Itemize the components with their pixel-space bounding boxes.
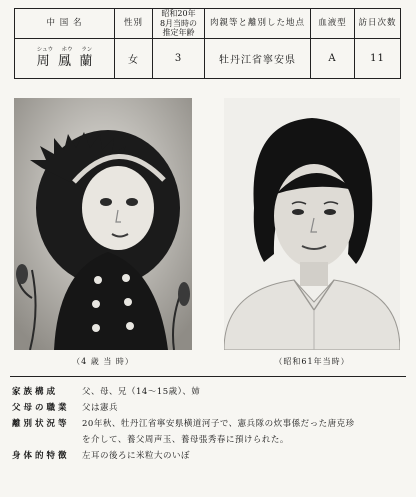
header-sex: 性別 xyxy=(115,9,153,39)
header-age-line3: 推定年齢 xyxy=(162,28,195,37)
detail-line: 20年秋、牡丹江省寧安県横道河子で、憲兵隊の炊事係だった唐克珍 xyxy=(82,419,355,429)
ruby-1: シュウ xyxy=(36,47,54,53)
child-portrait-image xyxy=(14,98,192,350)
value-name xyxy=(15,38,115,78)
detail-value xyxy=(82,400,410,416)
detail-line: 左耳の後ろに米粒大のいぼ xyxy=(82,451,191,461)
detail-value xyxy=(82,384,410,400)
header-place: 肉親等と離別した地点 xyxy=(205,9,311,39)
adult-portrait-image xyxy=(224,98,400,350)
header-name: 中 国 名 xyxy=(15,9,115,39)
detail-separation xyxy=(12,416,410,448)
details-list xyxy=(12,384,410,464)
detail-physical xyxy=(12,448,410,464)
name-char-3: 蘭 xyxy=(79,54,93,69)
divider xyxy=(10,376,406,377)
child-photo xyxy=(14,98,192,350)
name-char-2: 鳳 xyxy=(57,54,71,69)
name-ruby xyxy=(33,47,97,54)
header-age xyxy=(153,9,205,39)
detail-label: 父母の職業 xyxy=(12,403,70,413)
value-age: 3 xyxy=(153,38,205,78)
name-char-1: 周 xyxy=(36,54,50,69)
value-sex: 女 xyxy=(115,38,153,78)
value-blood: A xyxy=(311,38,355,78)
header-visit: 訪日次数 xyxy=(355,9,401,39)
name-chars xyxy=(33,54,97,69)
adult-photo-caption: （昭和61年当時） xyxy=(274,357,350,366)
detail-line: を介して、養父周声玉、養母張秀春に預けられた。 xyxy=(82,435,289,445)
detail-family xyxy=(12,384,410,400)
detail-value xyxy=(82,416,410,448)
value-visit: 11 xyxy=(355,38,401,78)
value-place: 牡丹江省寧安県 xyxy=(205,38,311,78)
detail-label: 離別状況等 xyxy=(12,419,70,429)
ruby-2: ホウ xyxy=(61,47,73,53)
header-blood: 血液型 xyxy=(311,9,355,39)
detail-label: 身体的特徴 xyxy=(12,451,70,461)
detail-value xyxy=(82,448,410,464)
child-photo-caption: （4 歳 当 時） xyxy=(72,357,134,366)
header-age-line1: 昭和20年 xyxy=(161,9,196,18)
detail-label: 家族構成 xyxy=(12,387,59,397)
detail-line: 父は憲兵 xyxy=(82,403,119,413)
adult-photo xyxy=(224,98,400,350)
header-age-line2: 8月当時の xyxy=(159,18,198,28)
ruby-3: ラン xyxy=(81,47,93,53)
detail-line: 父、母、兄（14～15歳）、姉 xyxy=(82,387,201,397)
info-table xyxy=(14,8,401,79)
detail-parents-occupation xyxy=(12,400,410,416)
